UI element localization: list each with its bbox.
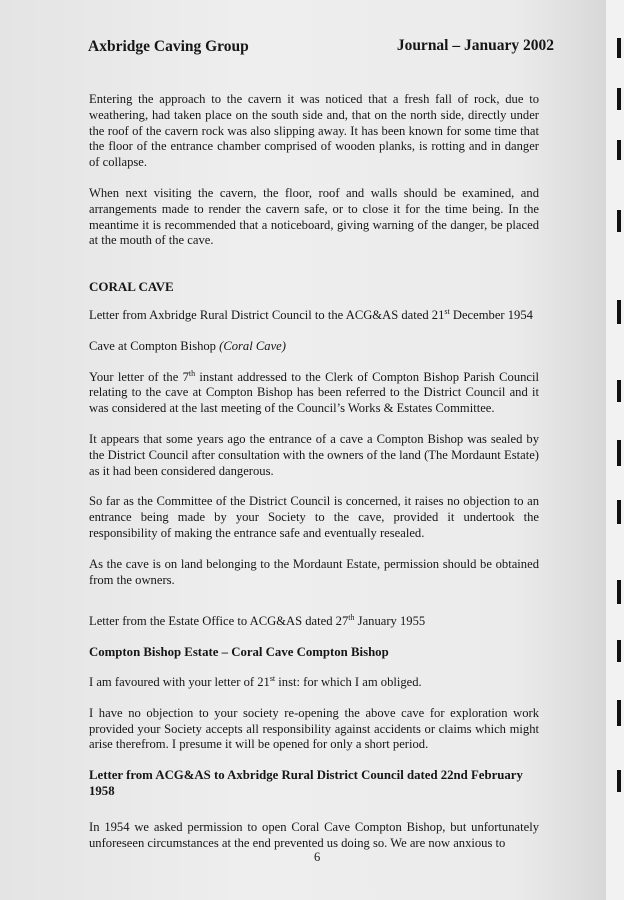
letter-acg-1958-heading: Letter from ACG&AS to Axbridge Rural District Council dated 22nd February 1958 [89, 768, 523, 798]
paragraph-cavern-safety: When next visiting the cavern, the floor, roof and walls should be examined, and arrangements made to render the cavern safe, or to close it for the time being. In the meantime it is recommended that a noticeboard, giving warning of the danger, be placed at the mouth of the cave. [89, 185, 539, 248]
page-number: 6 [314, 850, 321, 864]
paragraph-entrance-sealed: It appears that some years ago the entrance of a cave a Compton Bishop was sealed by the District Council after consultation with the owners of the land (The Mordaunt Estate) as it had been considered dangerous. [89, 431, 539, 478]
paragraph-letter-referral: Your letter of the 7th instant addressed to the Clerk of Compton Bishop Parish Council relating to the cave at Compton Bishop has been referred to the District Council and it was considered at the last meeting of the Council’s Works & Estates Committee. [89, 368, 539, 416]
paragraph-no-objection: So far as the Committee of the District Council is concerned, it raises no objection to an entrance being made by your Society to the cave, provided it undertook the responsibility of making the entrance safe and eventually resealed. [89, 494, 539, 540]
next-page-edge [606, 0, 624, 900]
coral-cave-heading: CORAL CAVE [89, 279, 174, 295]
article-body [89, 92, 539, 866]
journal-date: Journal – January 2002 [396, 37, 554, 54]
group-name: Axbridge Caving Group [88, 38, 249, 55]
letter-subject-line: Cave at Compton Bishop (Coral Cave) [89, 338, 286, 353]
paragraph-cavern-approach: Entering the approach to the cavern it was noticed that a fresh fall of rock, due to weathering, had taken place on the south side and, that on the north side, directly under the roof of the cavern rock was also slipping away. It has been known for some time that the floor of the entrance chamber comprised of wooden planks, is rotting and in danger of collapse. [89, 92, 539, 170]
letter-estate-1955-intro: Letter from the Estate Office to ACG&AS dated 27th January 1955 [89, 613, 426, 629]
paragraph-mordaunt-estate: As the cave is on land belonging to the Mordaunt Estate, permission should be obtained from the owners. [89, 556, 539, 587]
paragraph-reopening-permission: I have no objection to your society re-opening the above cave for exploration work provided your Society accepts all responsibility against accidents or claims which might arise therefrom. I presume it will be opened for only a short period. [89, 705, 539, 752]
page-header [88, 38, 554, 60]
paragraph-favoured: I am favoured with your letter of 21st inst: for which I am obliged. [89, 673, 422, 689]
paragraph-1954-request: In 1954 we asked permission to open Coral Cave Compton Bishop, but unfortunately unforeseen circumstances at the end prevented us doing so. We are now anxious to [89, 819, 539, 850]
estate-letter-heading: Compton Bishop Estate – Coral Cave Compton Bishop [89, 645, 389, 660]
letter-rdc-1954-intro: Letter from Axbridge Rural District Council to the ACG&AS dated 21st December 1954 [89, 306, 533, 322]
